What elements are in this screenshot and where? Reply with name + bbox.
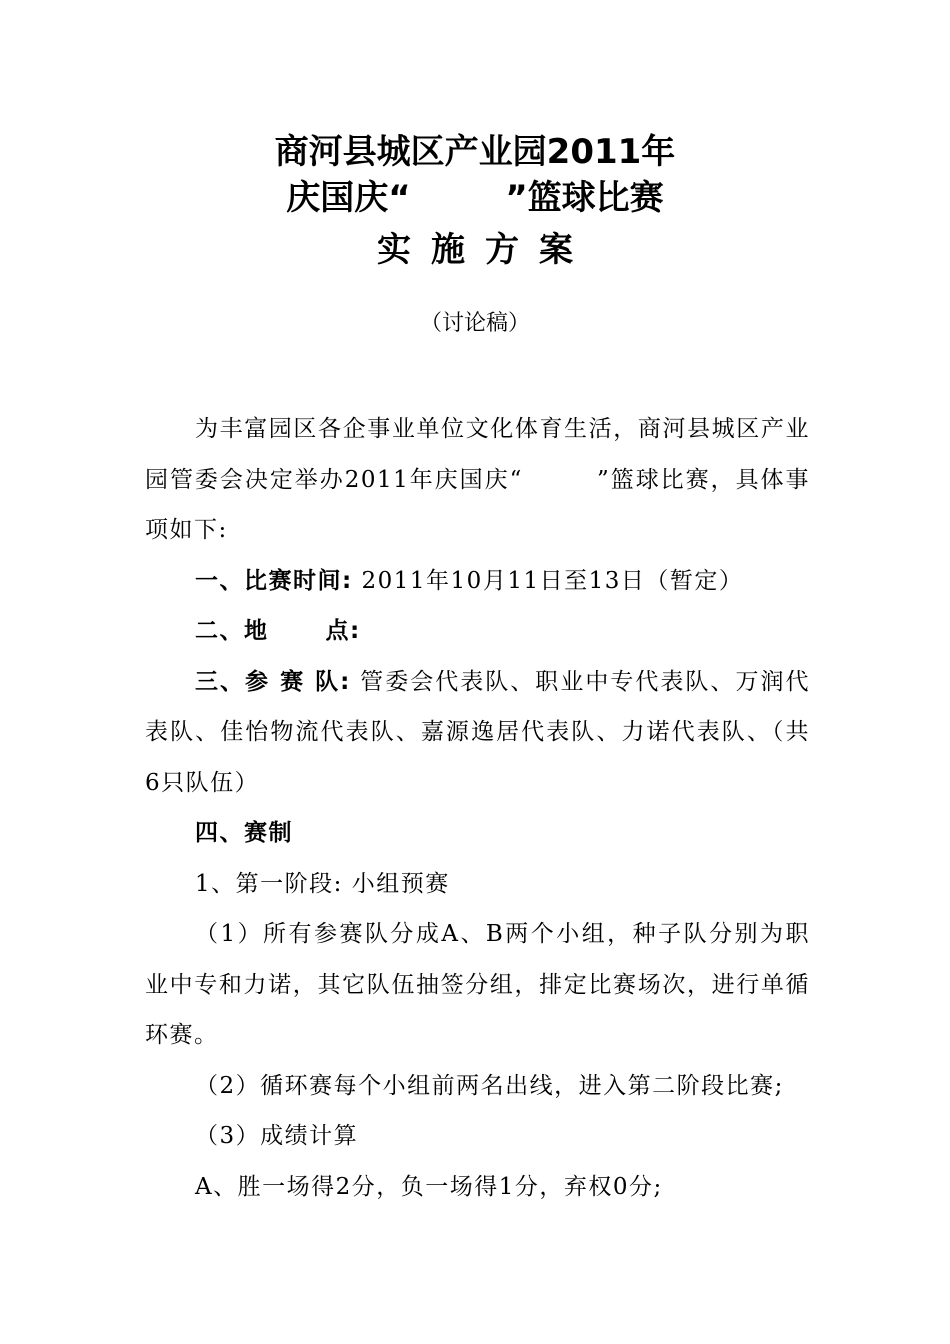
format-heading: 四、赛制 xyxy=(195,820,293,846)
time-value: 2011年10月11日至13日（暂定） xyxy=(352,567,744,594)
intro-paragraph: 为丰富园区各企事业单位文化体育生活，商河县城区产业园管委会决定举办2011年庆国庆“ ”篮球比赛，具体事项如下: xyxy=(145,416,810,543)
teams-value: 管委会代表队、职业中专代表队、万润代表队、佳怡物流代表队、嘉源逸居代表队、力诺代表队、（共6只队伍） xyxy=(145,668,810,796)
document-body xyxy=(145,404,810,1212)
rule1-paragraph: （1）所有参赛队分成A、B两个小组，种子队分别为职业中专和力诺，其它队伍抽签分组，排定比赛场次，进行单循环赛。 xyxy=(145,921,810,1048)
stage1-paragraph: 1、第一阶段: 小组预赛 xyxy=(195,870,450,897)
ruleA-paragraph: A、胜一场得2分，负一场得1分，弃权0分; xyxy=(195,1173,663,1200)
doc-title-line2: 庆国庆“ ”篮球比赛 xyxy=(286,178,664,218)
teams-heading: 三、参 赛 队: xyxy=(195,668,351,695)
doc-subtitle: （讨论稿） xyxy=(419,311,530,336)
time-paragraph xyxy=(145,556,810,607)
teams-paragraph xyxy=(145,657,810,809)
rule3-paragraph: （3）成绩计算 xyxy=(195,1123,359,1149)
place-heading: 二、地 点: xyxy=(195,618,361,644)
place-paragraph xyxy=(145,606,810,657)
doc-title-line3: 实施方案 xyxy=(377,230,593,270)
time-heading: 一、比赛时间: xyxy=(195,567,353,594)
doc-title-line1: 商河县城区产业园2011年 xyxy=(274,132,676,172)
rule2-paragraph: （2）循环赛每个小组前两名出线，进入第二阶段比赛; xyxy=(195,1072,784,1099)
